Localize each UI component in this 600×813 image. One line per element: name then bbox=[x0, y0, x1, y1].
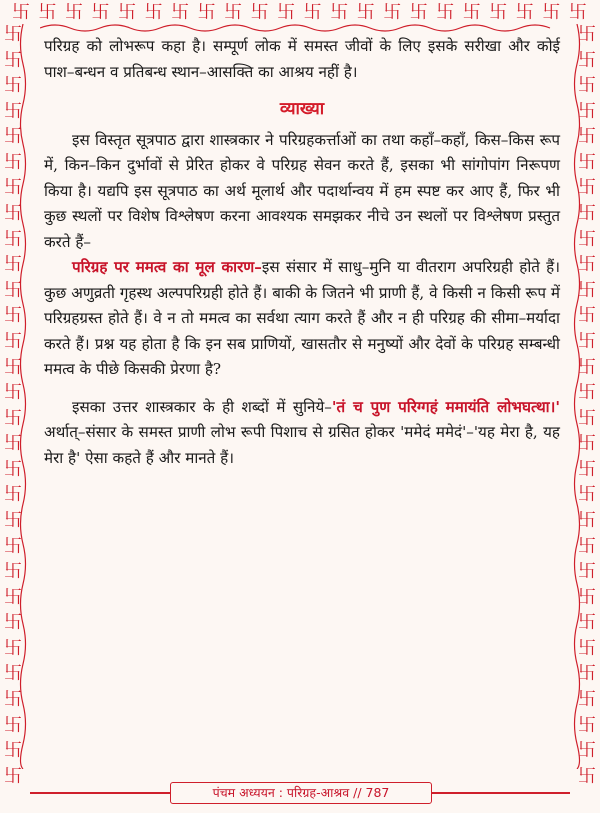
swastika-icon: 卐 bbox=[578, 535, 596, 557]
swastika-icon: 卐 bbox=[578, 254, 596, 276]
answer-paragraph bbox=[44, 395, 560, 472]
swastika-icon: 卐 bbox=[436, 2, 456, 23]
swastika-icon: 卐 bbox=[303, 2, 323, 23]
swastika-icon: 卐 bbox=[578, 228, 596, 250]
swastika-icon: 卐 bbox=[489, 2, 509, 23]
paragraph-text: इसका उत्तर शास्त्रकार के ही शब्दों में सुनिये– bbox=[72, 397, 332, 416]
swastika-icon: 卐 bbox=[578, 330, 596, 352]
swastika-icon: 卐 bbox=[4, 24, 22, 45]
swastika-icon: 卐 bbox=[578, 586, 596, 608]
swastika-icon: 卐 bbox=[250, 2, 270, 23]
swastika-icon: 卐 bbox=[4, 586, 22, 608]
swastika-icon: 卐 bbox=[4, 740, 22, 762]
swastika-icon: 卐 bbox=[4, 663, 22, 685]
swastika-icon: 卐 bbox=[4, 151, 22, 173]
swastika-icon: 卐 bbox=[4, 689, 22, 711]
swastika-icon: 卐 bbox=[38, 2, 58, 23]
swastika-icon: 卐 bbox=[118, 2, 138, 23]
swastika-icon: 卐 bbox=[4, 612, 22, 634]
swastika-icon: 卐 bbox=[4, 100, 22, 122]
swastika-icon: 卐 bbox=[4, 458, 22, 480]
swastika-icon: 卐 bbox=[542, 2, 562, 23]
swastika-icon: 卐 bbox=[578, 407, 596, 429]
subheading-inline: परिग्रह पर ममत्व का मूल कारण– bbox=[72, 258, 262, 276]
paragraph-text: इस संसार में साधु–मुनि या वीतराग अपरिग्रही होते हैं। कुछ अणुव्रती गृहस्थ अल्पपरिग्रही होते हैं। बाकी के जितने भी प्राणी हैं, वे किसी न किसी रूप में परिग्रहग्रस्त होते हैं। वे न तो ममत्व का सर्वथा त्याग करते हैं और न ही परिग्रह की सीमा–मर्यादा करते हैं। प्रश्न यह होता है कि इन सब प्राणियों, खासतौर से मनुष्यों और देवों के परिग्रह सम्बन्धी ममत्व के पीछे किसकी प्रेरणा है? bbox=[44, 258, 561, 378]
section-heading: व्याख्या bbox=[279, 99, 325, 119]
footer-rule-left bbox=[30, 792, 170, 794]
swastika-icon: 卐 bbox=[4, 305, 22, 327]
footer-rule-right bbox=[432, 792, 570, 794]
right-vine-ornament bbox=[572, 24, 582, 769]
swastika-icon: 卐 bbox=[578, 356, 596, 378]
swastika-icon: 卐 bbox=[4, 177, 22, 199]
swastika-icon: 卐 bbox=[4, 637, 22, 659]
swastika-icon: 卐 bbox=[578, 49, 596, 71]
paragraph-gap bbox=[44, 383, 560, 395]
swastika-icon: 卐 bbox=[383, 2, 403, 23]
swastika-icon: 卐 bbox=[578, 382, 596, 404]
swastika-icon: 卐 bbox=[171, 2, 191, 23]
explanation-paragraph: इस विस्तृत सूत्रपाठ द्वारा शास्त्रकार ने परिग्रहकर्त्ताओं का तथा कहाँ–कहाँ, किस–किस रूप में, किन–किन दुर्भावों से प्रेरित होकर वे परिग्रह सेवन करते हैं, इसका भी सांगोपांग निरूपण किया है। यद्यपि इस सूत्रपाठ का अर्थ मूलार्थ और पदार्थान्वय में हम स्पष्ट कर आए हैं, फिर भी कुछ स्थलों पर विशेष विश्लेषण करना आवश्यक समझकर नीचे उन स्थलों पर विश्लेषण प्रस्तुत करते हैं– bbox=[44, 130, 560, 251]
swastika-icon: 卐 bbox=[4, 254, 22, 276]
swastika-icon: 卐 bbox=[578, 484, 596, 506]
swastika-icon: 卐 bbox=[578, 740, 596, 762]
swastika-icon: 卐 bbox=[578, 151, 596, 173]
swastika-icon: 卐 bbox=[4, 356, 22, 378]
swastika-icon: 卐 bbox=[578, 663, 596, 685]
page-body bbox=[44, 34, 560, 471]
swastika-icon: 卐 bbox=[197, 2, 217, 23]
swastika-icon: 卐 bbox=[4, 407, 22, 429]
swastika-icon: 卐 bbox=[4, 382, 22, 404]
swastika-icon: 卐 bbox=[409, 2, 429, 23]
swastika-icon: 卐 bbox=[568, 2, 588, 23]
swastika-icon: 卐 bbox=[91, 2, 111, 23]
swastika-icon: 卐 bbox=[4, 765, 22, 787]
swastika-icon: 卐 bbox=[578, 24, 596, 45]
swastika-icon: 卐 bbox=[12, 2, 31, 23]
swastika-icon: 卐 bbox=[4, 714, 22, 736]
swastika-icon: 卐 bbox=[578, 433, 596, 455]
top-border bbox=[12, 4, 588, 22]
swastika-icon: 卐 bbox=[4, 509, 22, 531]
swastika-icon: 卐 bbox=[578, 714, 596, 736]
top-scroll-ornament bbox=[40, 22, 560, 34]
swastika-icon: 卐 bbox=[578, 100, 596, 122]
attachment-cause-paragraph bbox=[44, 255, 560, 383]
swastika-icon: 卐 bbox=[578, 765, 596, 787]
swastika-icon: 卐 bbox=[462, 2, 482, 23]
intro-paragraph: परिग्रह को लोभरूप कहा है। सम्पूर्ण लोक में समस्त जीवों के लिए इसके सरीखा और कोई पाश–बन्धन व प्रतिबन्ध स्थान–आसक्ति का आश्रय नहीं है। bbox=[44, 37, 560, 81]
swastika-icon: 卐 bbox=[4, 228, 22, 250]
swastika-icon: 卐 bbox=[578, 637, 596, 659]
swastika-icon: 卐 bbox=[4, 330, 22, 352]
swastika-icon: 卐 bbox=[578, 75, 596, 97]
swastika-icon: 卐 bbox=[578, 561, 596, 583]
swastika-icon: 卐 bbox=[4, 433, 22, 455]
swastika-icon: 卐 bbox=[356, 2, 376, 23]
swastika-icon: 卐 bbox=[578, 203, 596, 225]
swastika-icon: 卐 bbox=[515, 2, 535, 23]
paragraph-text: अर्थात्–संसार के समस्त प्राणी लोभ रूपी पिशाच से ग्रसित होकर 'ममेदं ममेदं'–'यह मेरा है, यह मेरा है' ऐसा कहते हैं और मानते हैं। bbox=[44, 423, 560, 467]
page-footer: पंचम अध्ययन : परिग्रह-आश्रव // 787 bbox=[170, 782, 432, 804]
swastika-icon: 卐 bbox=[4, 279, 22, 301]
swastika-icon: 卐 bbox=[578, 279, 596, 301]
swastika-icon: 卐 bbox=[65, 2, 85, 23]
swastika-icon: 卐 bbox=[578, 689, 596, 711]
swastika-icon: 卐 bbox=[4, 561, 22, 583]
swastika-icon: 卐 bbox=[578, 458, 596, 480]
swastika-icon: 卐 bbox=[578, 612, 596, 634]
swastika-icon: 卐 bbox=[4, 484, 22, 506]
left-vine-ornament bbox=[18, 24, 28, 769]
swastika-icon: 卐 bbox=[578, 177, 596, 199]
swastika-icon: 卐 bbox=[578, 305, 596, 327]
swastika-icon: 卐 bbox=[277, 2, 297, 23]
prakrit-quote: 'तं च पुण परिग्गहं ममायंति लोभघत्था।' bbox=[331, 397, 560, 416]
swastika-icon: 卐 bbox=[4, 75, 22, 97]
swastika-icon: 卐 bbox=[144, 2, 164, 23]
swastika-icon: 卐 bbox=[578, 509, 596, 531]
swastika-icon: 卐 bbox=[4, 535, 22, 557]
swastika-icon: 卐 bbox=[224, 2, 244, 23]
swastika-icon: 卐 bbox=[4, 49, 22, 71]
swastika-icon: 卐 bbox=[330, 2, 350, 23]
swastika-icon: 卐 bbox=[4, 203, 22, 225]
swastika-icon: 卐 bbox=[4, 126, 22, 148]
swastika-icon: 卐 bbox=[578, 126, 596, 148]
